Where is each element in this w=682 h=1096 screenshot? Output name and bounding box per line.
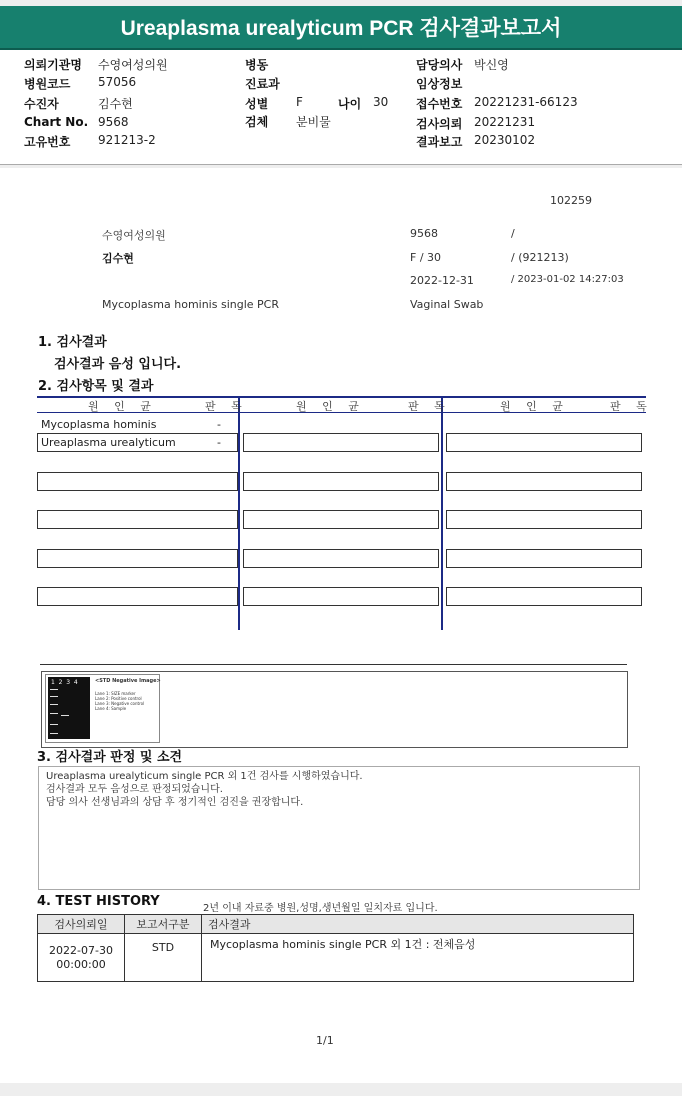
hospcode-value: 57056 — [98, 75, 137, 89]
request-label: 검사의뢰 — [416, 117, 463, 131]
sheet-received: 2022-12-31 — [410, 274, 474, 287]
chart-label: Chart No. — [24, 115, 89, 129]
gel-legend-lane4: Lane 4: Sample — [95, 706, 127, 711]
age-value: 30 — [373, 95, 389, 109]
table-cell — [37, 549, 238, 568]
unique-label: 고유번호 — [24, 135, 71, 149]
table-cell — [37, 587, 238, 606]
specimen-label: 검체 — [245, 115, 269, 129]
sheet-specimen: Vaginal Swab — [410, 298, 484, 311]
patient-value: 김수현 — [98, 97, 133, 111]
table-cell — [446, 587, 642, 606]
sex-label: 성별 — [245, 97, 269, 111]
section1-title: 1. 검사결과 — [38, 335, 107, 350]
col2-judgement-header: 판 독 — [408, 400, 451, 413]
report-sheet — [0, 168, 682, 1083]
result-date-label: 결과보고 — [416, 135, 463, 149]
history-col-result: 검사결과 — [202, 915, 634, 934]
gel-lane-numbers: 1 2 3 4 — [51, 679, 78, 686]
sheet-reported: / 2023-01-02 14:27:03 — [511, 274, 624, 285]
hospital-value: 수영여성의원 — [98, 58, 168, 72]
gel-title: <STD Negative Image> — [95, 678, 161, 684]
col3-judgement-header: 판 독 — [610, 400, 653, 413]
gel-image — [45, 674, 160, 743]
table-cell — [243, 433, 439, 452]
chart-value: 9568 — [98, 115, 129, 129]
table-cell — [243, 510, 439, 529]
opinion-line-1: Ureaplasma urealyticum single PCR 외 1건 검사를 시행하였습니다. — [46, 771, 363, 782]
gel-legend-lane1: Lane 1: SIZE marker — [95, 691, 136, 696]
sheet-slash: / — [511, 227, 515, 240]
gel-top-rule — [40, 664, 627, 665]
page-number: 1/1 — [316, 1034, 334, 1047]
dept-label: 진료과 — [245, 77, 280, 91]
table-cell — [243, 549, 439, 568]
table-cell — [446, 549, 642, 568]
hospital-label: 의뢰기관명 — [24, 58, 82, 72]
column-divider-2 — [441, 397, 443, 630]
doctor-value: 박신영 — [474, 58, 509, 72]
section1-result: 검사결과 음성 입니다. — [54, 357, 182, 372]
sheet-id: / (921213) — [511, 251, 569, 264]
patient-label: 수진자 — [24, 97, 59, 111]
col1-judgement-header: 판 독 — [205, 400, 248, 413]
opinion-box — [38, 766, 640, 890]
table-cell — [243, 587, 439, 606]
receipt-label: 접수번호 — [416, 97, 463, 111]
ward-label: 병동 — [245, 58, 269, 72]
sex-value: F — [296, 95, 303, 109]
gel-legend-lane3: Lane 3: Negative control — [95, 701, 145, 706]
history-row-time: 00:00:00 — [56, 957, 106, 971]
section2-title: 2. 검사항목 및 결과 — [38, 379, 154, 394]
col2-pathogen-header: 원 인 균 — [296, 400, 365, 413]
result-date-value: 20230102 — [474, 133, 536, 147]
sheet-hospital: 수영여성의원 — [102, 229, 166, 242]
table-cell — [446, 510, 642, 529]
sheet-patient: 김수현 — [102, 252, 134, 265]
section3-title: 3. 검사결과 판정 및 소견 — [37, 750, 183, 765]
column-divider-1 — [238, 397, 240, 630]
table-cell — [37, 472, 238, 491]
row2-result: - — [217, 436, 221, 449]
history-row-type: STD — [125, 934, 202, 982]
sheet-test-name: Mycoplasma hominis single PCR — [102, 298, 279, 311]
report-title: Ureaplasma urealyticum PCR 검사결과보고서 — [0, 6, 682, 50]
row1-result: - — [217, 418, 221, 431]
table-cell — [37, 510, 238, 529]
sheet-chart-no: 9568 — [410, 227, 438, 240]
col3-pathogen-header: 원 인 균 — [500, 400, 569, 413]
history-col-type: 보고서구분 — [125, 915, 202, 934]
receipt-value: 20221231-66123 — [474, 95, 578, 109]
row1-pathogen: Mycoplasma hominis — [41, 418, 157, 431]
unique-value: 921213-2 — [98, 133, 156, 147]
history-row-date: 2022-07-30 — [49, 943, 113, 957]
history-row-date-cell — [38, 934, 125, 982]
opinion-line-3: 담당 의사 선생님과의 상담 후 정기적인 검진을 권장합니다. — [46, 797, 304, 808]
specimen-value: 분비물 — [296, 115, 331, 129]
opinion-line-2: 검사결과 모두 음성으로 판정되었습니다. — [46, 784, 223, 795]
gel-legend-lane2: Lane 2: Positive control — [95, 696, 142, 701]
hospcode-label: 병원코드 — [24, 77, 71, 91]
row2-pathogen: Ureaplasma urealyticum — [41, 436, 176, 449]
section4-title: 4. TEST HISTORY — [37, 894, 160, 909]
history-table — [37, 914, 634, 982]
table-cell — [243, 472, 439, 491]
report-code: 102259 — [550, 194, 592, 207]
table-cell — [446, 472, 642, 491]
table-cell — [446, 433, 642, 452]
request-value: 20221231 — [474, 115, 536, 129]
col1-pathogen-header: 원 인 균 — [88, 400, 157, 413]
history-note: 2년 이내 자료중 병원,성명,생년월일 일치자료 입니다. — [203, 903, 438, 914]
history-col-date: 검사의뢰일 — [38, 915, 125, 934]
history-row-result: Mycoplasma hominis single PCR 외 1건 : 전체음성 — [202, 934, 634, 982]
sheet-sex-age: F / 30 — [410, 251, 442, 264]
patient-header — [0, 50, 682, 165]
age-label: 나이 — [338, 97, 362, 111]
clinical-label: 임상정보 — [416, 77, 463, 91]
doctor-label: 담당의사 — [416, 58, 463, 72]
